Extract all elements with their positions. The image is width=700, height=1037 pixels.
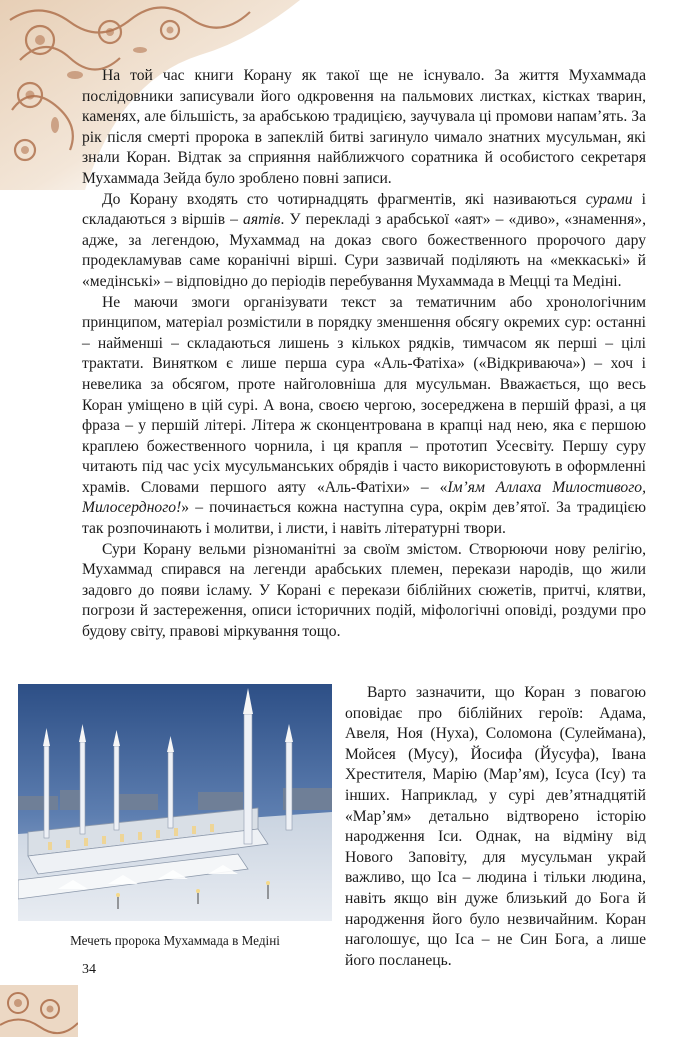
paragraph-4: Сури Корану вельми різноманітні за своїм змістом. Створюючи нову релігію, Мухаммад спирався на легенди арабських племен, перекази народів, що жили задовго до появи ісламу. У Корані є перекази біблійних сюжетів, притчі, клятви, погрози й застереження, описи історичних подій, міфологічні оповіді, роздуми про будову світу, правові міркування тощо. — [82, 540, 646, 641]
paragraph-3: Не маючи змоги організувати текст за тематичним або хронологічним принципом, матеріал розмістили в порядку зменшення обсягу окремих сур: останні – найменші – складаються лишень з кількох рядків, тимчасом як перші – цілі трактати. Винятком є лише перша сура «Аль-Фатіха» («Відкриваюча») – хоч і невелика за обсягом, проте найголовніша для мусульман. Вважається, що весь Коран уміщено в цій сурі. А вона, своєю чергою, зосереджена в першій фразі, а ця фраза – у першій літері. Літера ж сконцентрована в крапці над нею, яка є першою краплею божественного чорнила, і ця крапля – прототип Усесвіту. Першу суру читають під час усіх мусульманських обрядів і часто використовують в оформленні храмів. Словами першого аяту «Аль-Фатіхи» – «Ім’ям Аллаха Милостивого, Милосердного!» – починається кожна наступна сура, окрім дев’ятої. За традицією так розпочинають і молитви, і листи, і навіть літературні твори. — [82, 293, 646, 538]
mosque-photo — [18, 684, 332, 921]
paragraph-1: На той час книги Корану як такої ще не існувало. За життя Мухаммада послідовники записували його одкровення на пальмових листках, кістках тварин, каменях, але більшість, за арабською традицією, заучувала ці промови напам’ять. За рік після смерті пророка в запеклій битві загинуло чимало знатних мусульман, які знали Коран. Відтак за сприяння найближчого соратника й особистого секретаря Мухаммада Зейда було зроблено повні записи. — [82, 67, 646, 187]
side-text — [345, 683, 646, 971]
paragraph-2: До Корану входять сто чотирнадцять фрагментів, які називаються сурами і складаються з віршів – аятів. У перекладі з арабської «аят» – «диво», «знамення», адже, за легендою, Мухаммад на доказ свого божественного пророчого дару продекламував саме коранічні вірші. Сури зазвичай поділяють на «меккаські» й «медінські» – відповідно до періодів перебування Мухаммада в Мецці та Медіні. — [82, 190, 647, 290]
paragraph-5: Варто зазначити, що Коран з повагою оповідає про біблійних героїв: Адама, Авеля, Ноя (Нуха), Соломона (Сулеймана), Мойсея (Мусу), Йосифа (Йусуфа), Івана Хрестителя, Марію (Мар’ям), Ісуса (Ісу) та інших. Наприклад, у сурі дев’ятнадцятій «Мар’ям» детально відтворено історію народження Іси. Однак, на відміну від Нового Заповіту, для мусульман украй важливо, що Іса – людина і тільки людина, навіть якщо він дуже близький до Бога й народження його було незвичайним. Коран наголошує, що Іса – не Син Бога, а лише його посланець. — [345, 684, 646, 969]
page-number: 34 — [82, 962, 96, 977]
ornament-bottom-left — [0, 985, 78, 1037]
main-text — [82, 66, 646, 643]
figure-caption: Мечеть пророка Мухаммада в Медіні — [70, 933, 280, 948]
